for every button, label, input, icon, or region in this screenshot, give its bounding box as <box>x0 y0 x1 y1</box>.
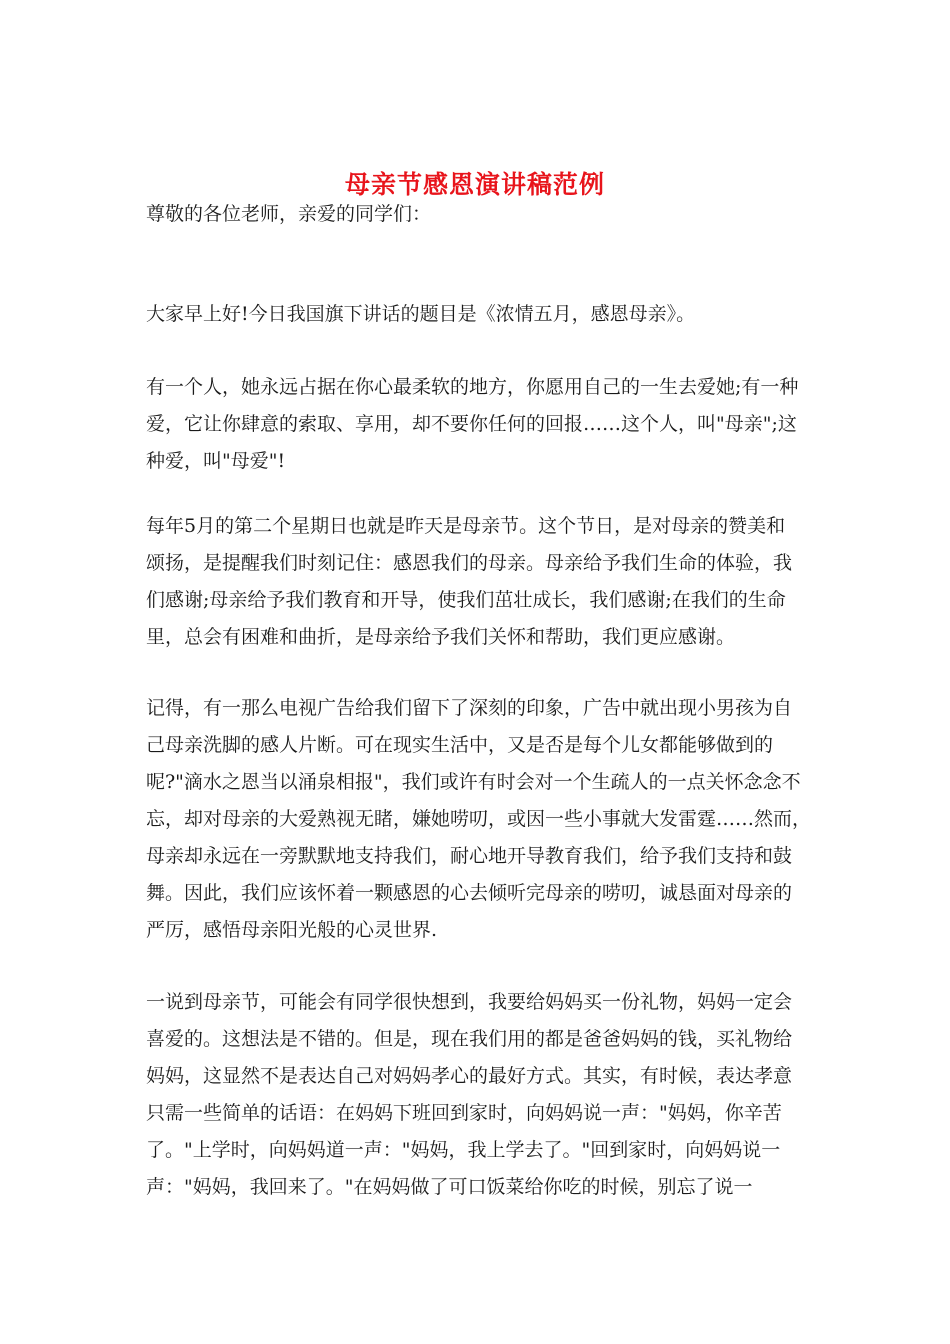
text-line: 们感谢;母亲给予我们教育和开导，使我们茁壮成长，我们感谢;在我们的生命 <box>146 589 786 611</box>
paragraph-5 <box>146 984 806 1206</box>
text-line: 有一个人，她永远占据在你心最柔软的地方，你愿用自己的一生去爱她;有一种 <box>146 376 799 398</box>
text-line: 只需一些简单的话语：在妈妈下班回到家时，向妈妈说一声："妈妈，你辛苦 <box>146 1102 782 1124</box>
text-line: 记得，有一那么电视广告给我们留下了深刻的印象，广告中就出现小男孩为自 <box>146 697 793 719</box>
text-line: 尊敬的各位老师，亲爱的同学们： <box>146 203 432 225</box>
paragraph-1 <box>146 296 806 333</box>
text-line: 喜爱的。这想法是不错的。但是，现在我们用的都是爸爸妈妈的钱，买礼物给 <box>146 1028 793 1050</box>
text-line: 颂扬，是提醒我们时刻记住：感恩我们的母亲。母亲给予我们生命的体验，我 <box>146 552 793 574</box>
paragraph-2 <box>146 369 806 480</box>
text-line: 大家早上好!今日我国旗下讲话的题目是《浓情五月，感恩母亲》。 <box>146 303 696 325</box>
text-line: 了。"上学时，向妈妈道一声："妈妈，我上学去了。"回到家时，向妈妈说一 <box>146 1139 781 1161</box>
text-line: 种爱，叫"母爱"! <box>146 450 286 472</box>
text-line: 声："妈妈，我回来了。"在妈妈做了可口饭菜给你吃的时候，别忘了说一 <box>146 1176 753 1198</box>
text-line: 爱，它让你肆意的索取、享用，却不要你任何的回报……这个人，叫"母亲";这 <box>146 413 797 435</box>
text-line: 舞。因此，我们应该怀着一颗感恩的心去倾听完母亲的唠叨，诚恳面对母亲的 <box>146 882 793 904</box>
text-line: 里，总会有困难和曲折，是母亲给予我们关怀和帮助，我们更应感谢。 <box>146 626 736 648</box>
text-line: 一说到母亲节，可能会有同学很快想到，我要给妈妈买一份礼物，妈妈一定会 <box>146 991 793 1013</box>
text-line: 己母亲洗脚的感人片断。可在现实生活中，又是否是每个儿女都能够做到的 <box>146 734 774 756</box>
greeting <box>146 196 806 233</box>
text-line: 每年5月的第二个星期日也就是昨天是母亲节。这个节日，是对母亲的赞美和 <box>146 515 786 537</box>
paragraph-4 <box>146 690 812 949</box>
document-title: 母亲节感恩演讲稿范例 <box>344 169 605 199</box>
text-line: 妈妈，这显然不是表达自己对妈妈孝心的最好方式。其实，有时候，表达孝意 <box>146 1065 793 1087</box>
text-line: 严厉，感悟母亲阳光般的心灵世界. <box>146 919 438 941</box>
text-line: 呢?"滴水之恩当以涌泉相报"，我们或许有时会对一个生疏人的一点关怀念念不 <box>146 771 801 793</box>
text-line: 忘，却对母亲的大爱熟视无睹，嫌她唠叨，或因一些小事就大发雷霆……然而， <box>146 808 812 830</box>
paragraph-3 <box>146 508 806 656</box>
text-line: 母亲却永远在一旁默默地支持我们，耐心地开导教育我们，给予我们支持和鼓 <box>146 845 793 867</box>
